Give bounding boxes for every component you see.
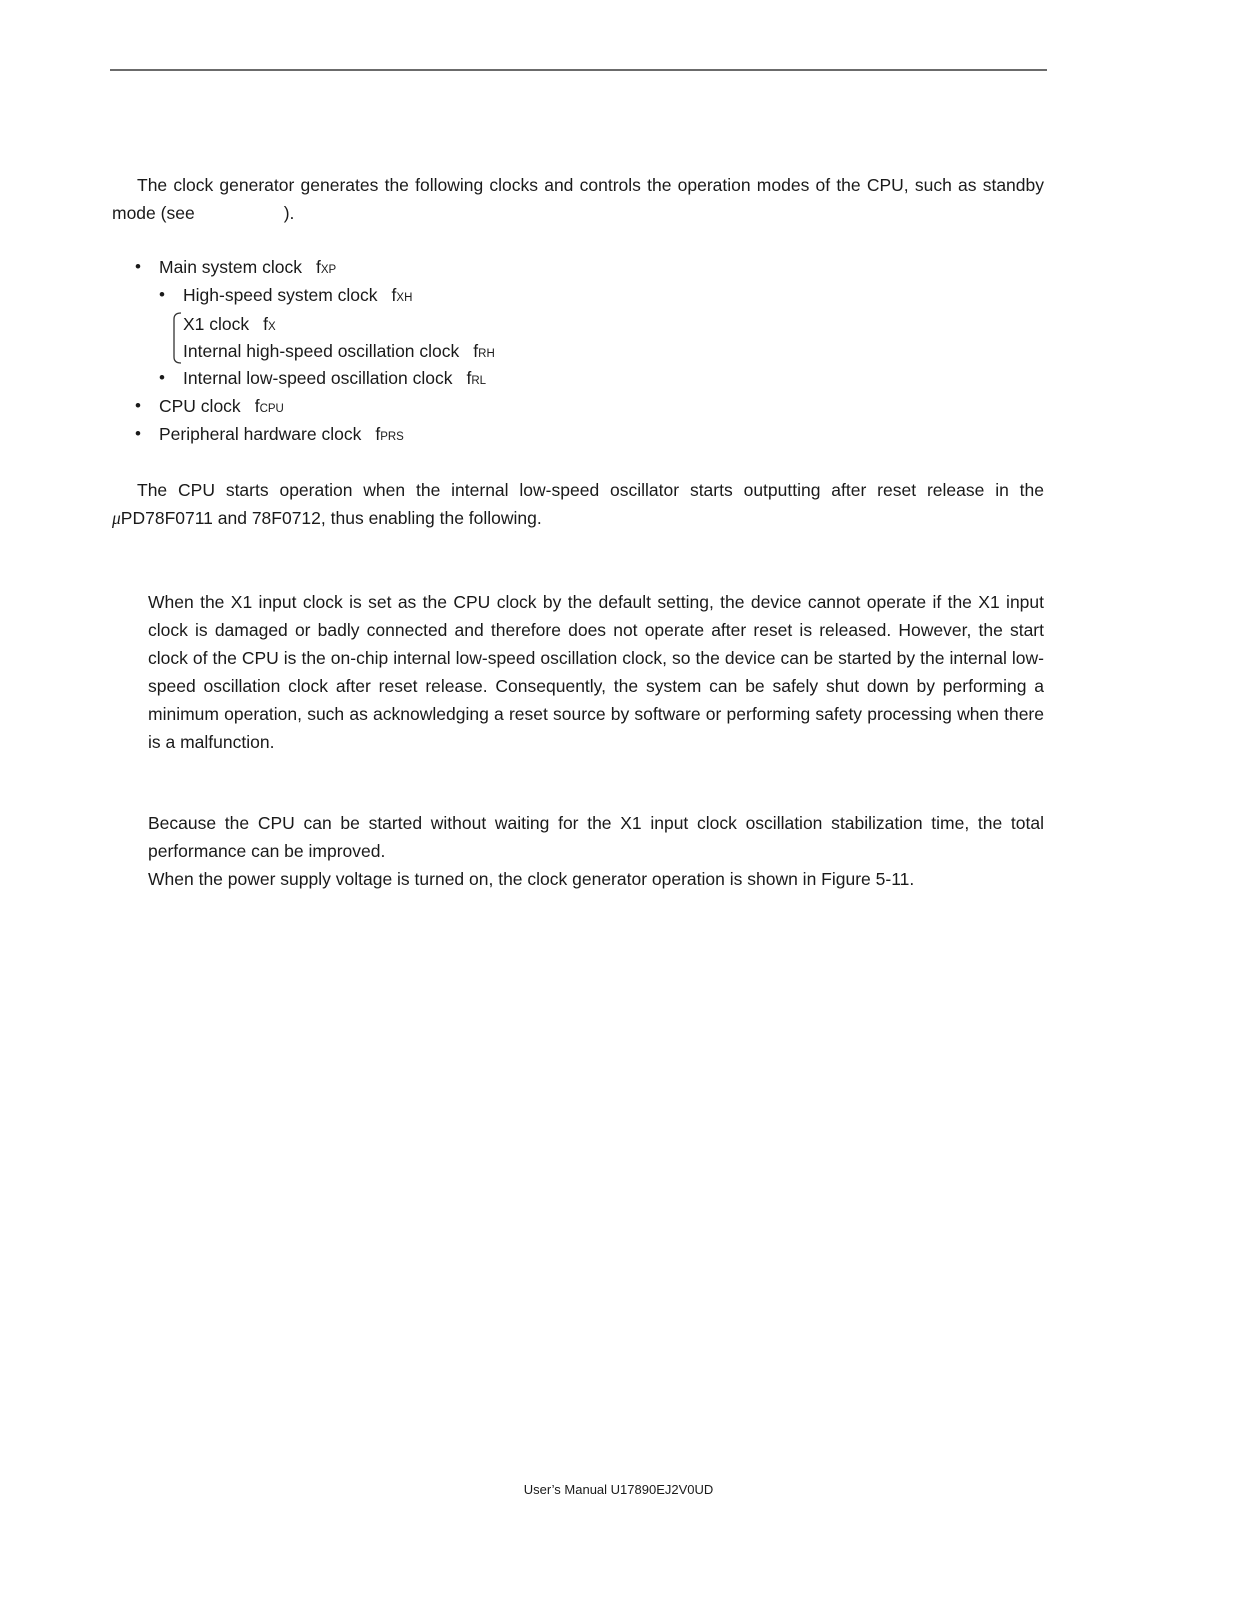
intro-line-2 <box>112 199 1044 227</box>
bullet: • <box>135 424 141 443</box>
list-item <box>183 364 486 395</box>
clock-symbol: fXH <box>391 285 413 305</box>
benefit-b-note: When the power supply voltage is turned on, the clock generator operation is shown in Figure 5-11. <box>148 869 915 889</box>
list-item-label: High-speed system clock <box>183 285 378 305</box>
intro-paragraph <box>112 171 1044 227</box>
intro-line-2-start: mode (see <box>112 203 195 223</box>
header-rule <box>110 69 1047 71</box>
intro-line-1: The clock generator generates the following clocks and controls the operation modes of the CPU, such as standby <box>137 175 1044 195</box>
intro-line-2-end: ). <box>283 203 295 223</box>
list-item-label: Main system clock <box>159 257 302 277</box>
clock-symbol: fPRS <box>375 424 404 444</box>
clock-symbol: fXP <box>315 257 337 277</box>
bullet: • <box>135 396 141 415</box>
list-item-label: CPU clock <box>159 396 241 416</box>
clock-symbol: fX <box>263 314 276 334</box>
benefit-a-paragraph <box>148 588 1044 756</box>
bullet: • <box>159 368 165 387</box>
clock-symbol: fCPU <box>254 396 284 416</box>
list-item <box>159 253 336 284</box>
list-item <box>159 392 284 423</box>
bullet: • <box>159 285 165 304</box>
list-item-label: Peripheral hardware clock <box>159 424 362 444</box>
cpu-start-line-1: The CPU starts operation when the internal low-speed oscillator starts outputting after reset release in the <box>137 480 1044 500</box>
list-item-label: X1 clock <box>183 314 250 334</box>
list-item <box>183 281 412 312</box>
benefit-a-text: When the X1 input clock is set as the CPU clock by the default setting, the device cannot operate if the X1 input clock is damaged or badly connected and therefore does not operate after reset is released. However, the start clock of the CPU is the on-chip internal low-speed oscillation clock, so the device can be started by the internal low-speed oscillation clock after reset release. Consequently, the system can be safely shut down by performing a minimum operation, such as acknowledging a reset source by software or performing safety processing when there is a malfunction. <box>148 592 1044 752</box>
bullet: • <box>135 257 141 276</box>
cpu-start-paragraph <box>112 476 1044 532</box>
list-item-label: Internal high-speed oscillation clock <box>183 341 460 361</box>
benefit-b-paragraph <box>148 809 1044 893</box>
clock-symbol: fRL <box>466 368 487 388</box>
cpu-start-line-2: μPD78F0711 and 78F0712, thus enabling the following. <box>112 508 542 528</box>
list-item <box>159 420 404 451</box>
benefit-b-text: Because the CPU can be started without waiting for the X1 input clock oscillation stabilization time, the total performance can be improved. <box>148 813 1044 861</box>
list-item-label: Internal low-speed oscillation clock <box>183 368 453 388</box>
clock-symbol: fRH <box>473 341 495 361</box>
mu-symbol: μ <box>112 508 121 528</box>
brace-icon <box>170 312 182 364</box>
page-footer: User’s Manual U17890EJ2V0UD <box>523 1482 714 1497</box>
